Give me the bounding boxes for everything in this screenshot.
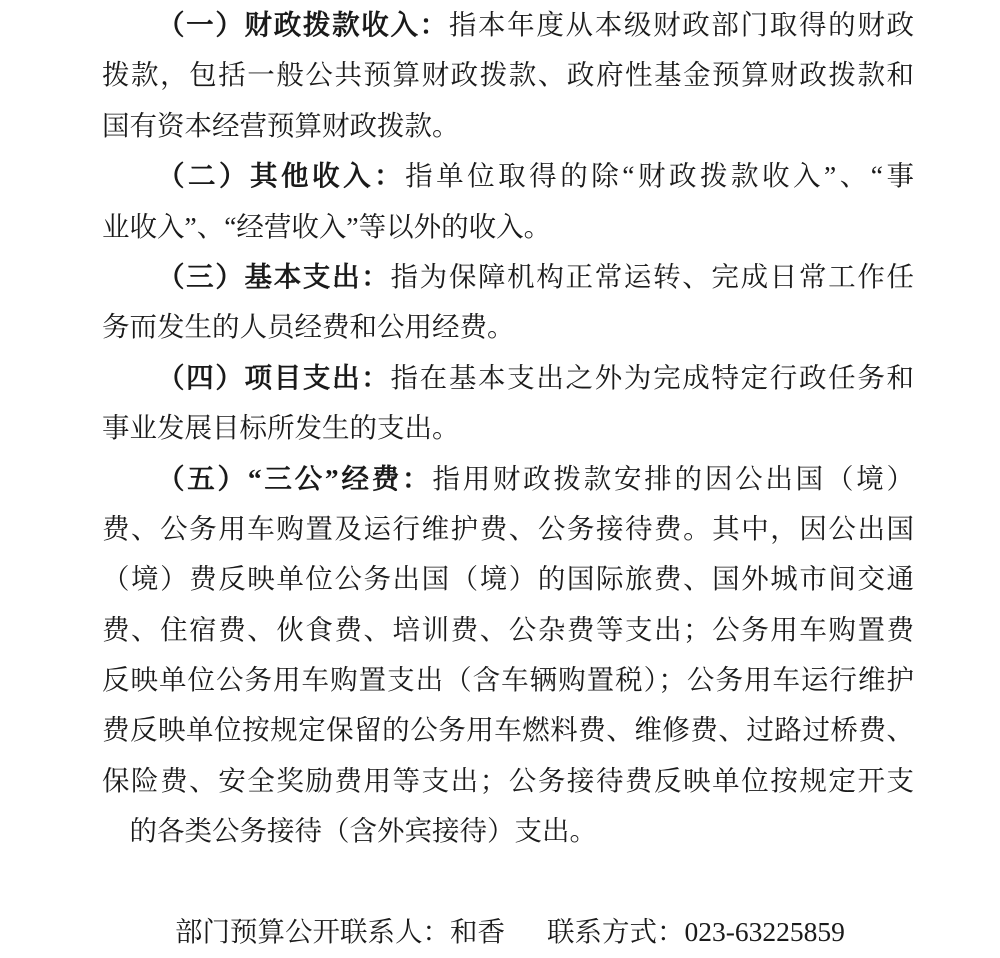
contact-person-label: 部门预算公开联系人：	[175, 916, 450, 948]
paragraph-text: 务而发生的人员经费和公用经费。	[102, 311, 515, 343]
paragraph-text: 指在基本支出之外为完成特定行政任务和	[390, 361, 915, 393]
paragraph-text: 费反映单位按规定保留的公务用车燃料费、维修费、过路过桥费、	[102, 714, 914, 746]
paragraph-heading: （四）项目支出：	[157, 361, 391, 393]
text-line	[102, 353, 914, 403]
contact-phone-number: 023-63225859	[684, 916, 845, 948]
contact-method-label: 联系方式：	[547, 916, 685, 948]
paragraph-text: 的各类公务接待（含外宾接待）支出。	[129, 815, 597, 847]
text-line	[102, 403, 914, 453]
paragraph-1	[102, 0, 914, 151]
paragraph-text: 指本年度从本级财政部门取得的财政	[448, 9, 915, 40]
paragraph-heading: （一）财政拨款收入：	[157, 9, 449, 40]
text-line	[102, 202, 914, 252]
paragraph-3	[102, 252, 914, 353]
text-line	[102, 50, 914, 100]
paragraph-text: （境）费反映单位公务出国（境）的国际旅费、国外城市间交通	[102, 563, 914, 595]
text-line	[102, 756, 914, 806]
paragraph-heading: （五）“三公”经费：	[157, 462, 433, 494]
text-line	[102, 302, 914, 352]
document-body	[102, 0, 914, 957]
paragraph-text: 拨款，包括一般公共预算财政拨款、政府性基金预算财政拨款和	[102, 59, 914, 91]
contact-person-name: 和香	[450, 916, 505, 948]
text-line	[102, 454, 914, 504]
paragraph-2	[102, 151, 914, 252]
paragraph-heading: （二）其他收入：	[157, 160, 406, 192]
paragraph-text: 指为保障机构正常运转、完成日常工作任	[390, 260, 915, 292]
paragraph-text: 费、公务用车购置及运行维护费、公务接待费。其中，因公出国	[102, 512, 914, 544]
paragraph-4	[102, 353, 914, 454]
paragraph-text: 反映单位公务用车购置支出（含车辆购置税）；公务用车运行维护	[102, 664, 914, 696]
paragraph-text: 费、住宿费、伙食费、培训费、公杂费等支出；公务用车购置费	[102, 613, 914, 645]
text-line	[102, 0, 914, 50]
text-line	[102, 705, 914, 755]
text-line	[102, 806, 914, 856]
paragraph-text: 业收入”、“经营收入”等以外的收入。	[102, 210, 552, 242]
footer-contact-line	[102, 907, 914, 957]
paragraph-heading: （三）基本支出：	[157, 260, 391, 292]
text-line	[102, 151, 914, 201]
text-line	[102, 554, 914, 604]
text-line	[102, 101, 914, 151]
paragraph-5	[102, 454, 914, 857]
paragraph-text: 指用财政拨款安排的因公出国（境）	[432, 462, 915, 494]
blank-line	[102, 857, 914, 907]
text-line	[102, 605, 914, 655]
paragraph-text: 指单位取得的除“财政拨款收入”、“事	[405, 160, 914, 192]
paragraph-text: 国有资本经营预算财政拨款。	[102, 109, 460, 141]
paragraph-text: 事业发展目标所发生的支出。	[102, 412, 460, 444]
text-line	[102, 655, 914, 705]
paragraph-text: 保险费、安全奖励费用等支出；公务接待费反映单位按规定开支	[102, 764, 914, 796]
text-line	[102, 252, 914, 302]
text-line	[102, 504, 914, 554]
